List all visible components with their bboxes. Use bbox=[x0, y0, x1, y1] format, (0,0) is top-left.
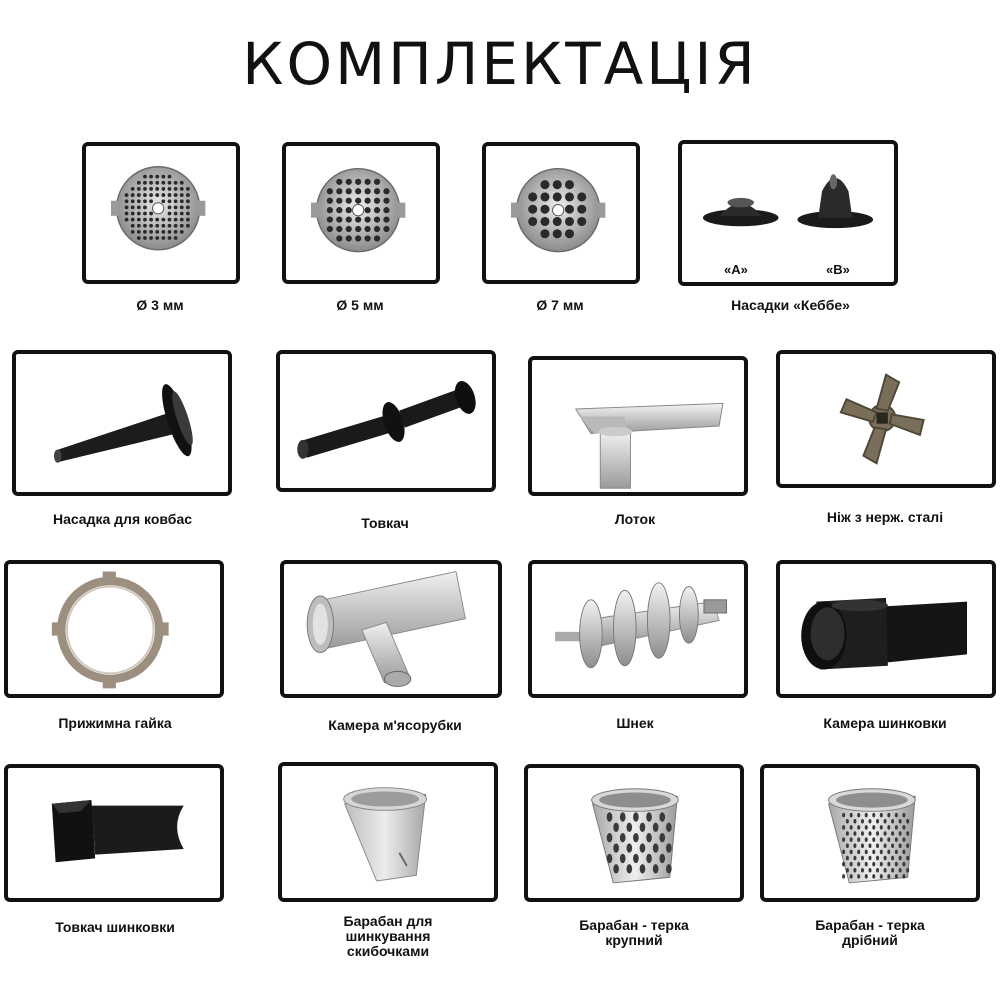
item-label: Товкач шинковки bbox=[55, 919, 175, 935]
item-card-plate-7mm bbox=[482, 142, 640, 284]
item-label: Шнек bbox=[616, 715, 654, 731]
pusher-icon bbox=[280, 354, 492, 488]
item-label: Камера м'ясорубки bbox=[328, 717, 462, 733]
fine-grater-drum-icon bbox=[764, 768, 976, 898]
grinder-plate-7mm-icon bbox=[486, 146, 636, 280]
locking-ring-icon bbox=[8, 564, 220, 694]
item-label: Прижимна гайка bbox=[58, 715, 172, 731]
grinder-plate-3mm-icon bbox=[86, 146, 236, 280]
item-card-sausage-nozzle bbox=[12, 350, 232, 496]
item-card-pusher bbox=[276, 350, 496, 492]
slicer-chamber-icon bbox=[780, 564, 992, 694]
item-card-slicer-pusher bbox=[4, 764, 224, 902]
auger-icon bbox=[532, 564, 744, 694]
item-label: Лоток bbox=[614, 511, 656, 527]
item-label: Камера шинковки bbox=[823, 715, 947, 731]
item-card-slicer-chamber bbox=[776, 560, 996, 698]
grinder-chamber-icon bbox=[284, 564, 498, 694]
item-card-auger bbox=[528, 560, 748, 698]
item-card-slicing-drum bbox=[278, 762, 498, 902]
item-card-kebbe bbox=[678, 140, 898, 286]
item-label: Насадка для ковбас bbox=[52, 511, 193, 527]
sausage-nozzle-icon bbox=[16, 354, 228, 492]
item-card-blade bbox=[776, 350, 996, 488]
page-title: КОМПЛЕКТАЦІЯ bbox=[242, 30, 758, 98]
item-card-grinder-chamber bbox=[280, 560, 502, 698]
item-card-fine-grater bbox=[760, 764, 980, 902]
tray-icon bbox=[532, 360, 744, 492]
item-label: Барабан - терка дрібний bbox=[815, 917, 925, 948]
item-label: Барабан для шинкування скибочками bbox=[343, 913, 433, 959]
item-card-tray bbox=[528, 356, 748, 496]
item-label: Барабан - терка крупний bbox=[579, 917, 689, 948]
kebbe-sublabel-a: «А» bbox=[724, 262, 748, 277]
item-label: Ніж з нерж. сталі bbox=[826, 509, 944, 525]
slicer-pusher-icon bbox=[8, 768, 220, 898]
item-label: Товкач bbox=[361, 515, 409, 531]
item-card-coarse-grater bbox=[524, 764, 744, 902]
item-label: Насадки «Кеббе» bbox=[731, 297, 850, 313]
coarse-grater-drum-icon bbox=[528, 768, 740, 898]
item-label: Ø 3 мм bbox=[136, 297, 184, 313]
slicing-drum-icon bbox=[282, 766, 494, 898]
kebbe-sublabel-b: «В» bbox=[826, 262, 850, 277]
item-label: Ø 7 мм bbox=[536, 297, 584, 313]
steel-blade-icon bbox=[780, 354, 992, 484]
grinder-plate-5mm-icon bbox=[286, 146, 436, 280]
item-card-locking-ring bbox=[4, 560, 224, 698]
item-card-plate-5mm bbox=[282, 142, 440, 284]
item-card-plate-3mm bbox=[82, 142, 240, 284]
kebbe-attachments-icon bbox=[682, 144, 894, 282]
item-label: Ø 5 мм bbox=[336, 297, 384, 313]
